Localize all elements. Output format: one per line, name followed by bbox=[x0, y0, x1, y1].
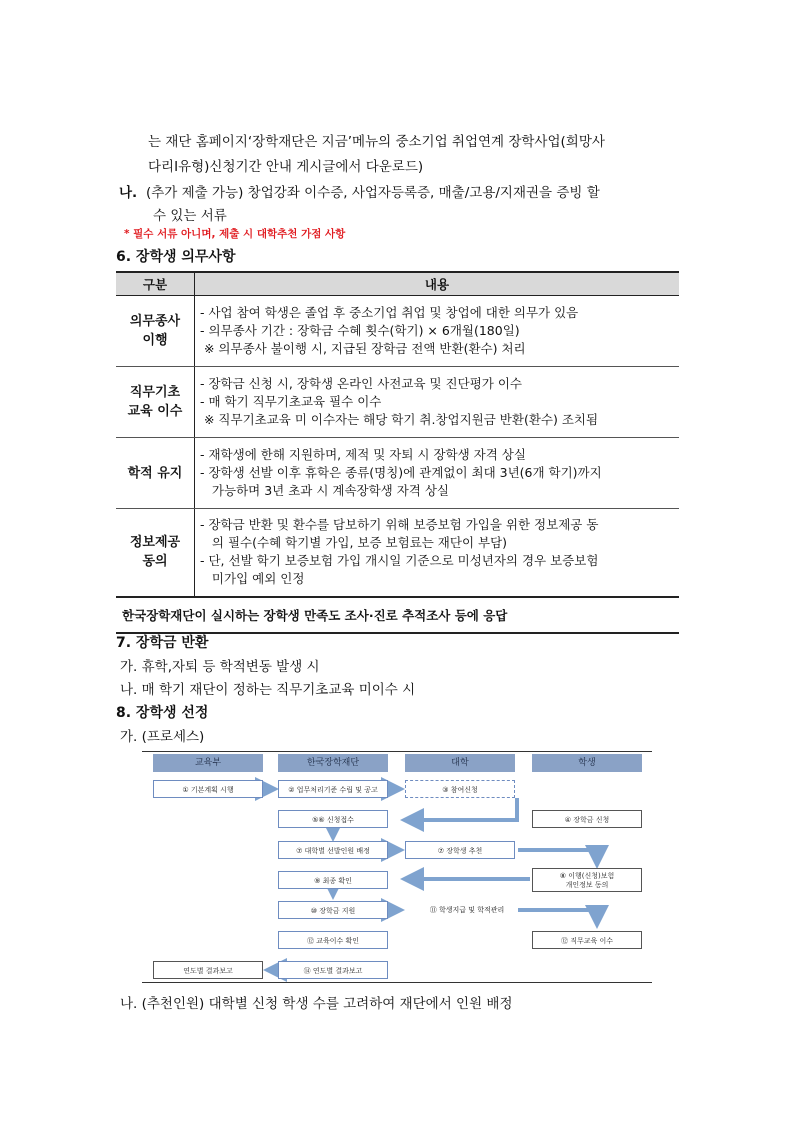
content-line: 의 필수(수혜 학기별 가입, 보증 보험료는 재단이 부담) bbox=[200, 535, 508, 551]
section-7-item-na: 나. 매 학기 재단이 정하는 직무기초교육 미이수 시 bbox=[120, 682, 416, 698]
arrow-to-student bbox=[518, 850, 597, 865]
flow-step-6: ⑦ 대학별 선발인원 배정 bbox=[278, 841, 388, 859]
row-label bbox=[116, 438, 195, 509]
table-row bbox=[116, 438, 679, 509]
section-8-heading: 8. 장학생 선정 bbox=[116, 705, 209, 721]
content-line: - 매 학기 직무기초교육 필수 이수 bbox=[200, 394, 382, 409]
section-8-item-na: 나. (추천인원) 대학별 신청 학생 수를 고려하여 재단에서 인원 배정 bbox=[120, 996, 513, 1012]
table-full-row bbox=[116, 597, 679, 633]
content-line: 가능하며 3년 초과 시 계속장학생 자격 상실 bbox=[200, 483, 449, 498]
table-row bbox=[116, 296, 679, 367]
arrow-return bbox=[404, 798, 517, 820]
row-label bbox=[116, 367, 195, 438]
content-line: - 장학생 선발 이후 휴학은 종류(명칭)에 관계없이 최대 3년(6개 학기)까지 bbox=[200, 465, 602, 480]
col-header-category: 구분 bbox=[116, 272, 195, 296]
row-content bbox=[195, 509, 680, 597]
arrow-to-student bbox=[518, 910, 597, 925]
red-note: * 필수 서류 아니며, 제출 시 대학추천 가점 사항 bbox=[124, 228, 346, 240]
flow-step-4: ④ 장학금 신청 bbox=[532, 810, 642, 828]
flow-step-5: ⑤⑥ 신청접수 bbox=[278, 810, 388, 828]
col-header-content: 내용 bbox=[195, 272, 680, 296]
survey-row-text: 한국장학재단이 실시하는 장학생 만족도 조사·진로 추적조사 등에 응답 bbox=[116, 597, 679, 633]
flow-step-1: ① 기본계획 시행 bbox=[153, 780, 263, 798]
content-line: - 의무종사 기간 : 장학금 수혜 횟수(학기) × 6개월(180일) bbox=[200, 323, 520, 338]
flow-step-3: ③ 참여신청 bbox=[405, 780, 515, 798]
intro-line-2: 다리Ⅰ유형)신청기간 안내 게시글에서 다운로드) bbox=[148, 159, 424, 175]
flow-step-10: ⑩ 장학금 지원 bbox=[278, 901, 388, 919]
content-line: 미가입 예외 인정 bbox=[200, 571, 305, 587]
obligations-table bbox=[116, 271, 679, 634]
section-7-heading: 7. 장학금 반환 bbox=[116, 635, 209, 651]
section-7-item-ga: 가. 휴학,자퇴 등 학적변동 발생 시 bbox=[120, 659, 320, 675]
item-na-marker: 나. bbox=[119, 185, 138, 201]
column-header-student: 학생 bbox=[532, 754, 642, 772]
flow-step-15: ⑭ 연도별 결과보고 bbox=[278, 961, 388, 979]
content-line: ※ 직무기초교육 미 이수자는 해당 학기 취.창업지원금 반환(환수) 조치됨 bbox=[200, 412, 599, 427]
flow-step-9: ⑨ 최종 확인 bbox=[278, 871, 388, 889]
content-line: - 재학생에 한해 지원하며, 제적 및 자퇴 시 장학생 자격 상실 bbox=[200, 447, 526, 462]
item-na-line-1: (추가 제출 가능) 창업강좌 이수증, 사업자등록증, 매출/고용/지재권을 증빙 할 bbox=[146, 185, 600, 201]
flow-step-2: ② 업무처리기준 수립 및 공고 bbox=[278, 780, 388, 798]
table-row bbox=[116, 367, 679, 438]
column-header-moe: 교육부 bbox=[153, 754, 263, 772]
column-header-university: 대학 bbox=[405, 754, 515, 772]
content-line: - 장학금 신청 시, 장학생 온라인 사전교육 및 진단평가 이수 bbox=[200, 376, 522, 391]
flow-step-12: ⑫ 교육이수 확인 bbox=[278, 931, 388, 949]
content-line: - 사업 참여 학생은 졸업 후 중소기업 취업 및 창업에 대한 의무가 있음 bbox=[200, 305, 579, 320]
flow-step-7: ⑦ 장학생 추천 bbox=[405, 841, 515, 859]
flow-step-11: ⑪ 학생지급 및 학적관리 bbox=[429, 906, 505, 914]
flow-step-13: ⑫ 직무교육 이수 bbox=[532, 931, 642, 949]
table-row bbox=[116, 509, 679, 597]
row-label-line: 동의 bbox=[142, 554, 168, 570]
content-line: ※ 의무종사 불이행 시, 지급된 장학금 전액 반환(환수) 처리 bbox=[200, 341, 526, 356]
row-label-line: 의무종사 bbox=[129, 314, 181, 329]
row-label bbox=[116, 296, 195, 367]
row-label bbox=[116, 509, 195, 597]
content-line: - 단, 선발 학기 보증보험 가입 개시일 기준으로 미성년자의 경우 보증보험 bbox=[200, 553, 599, 569]
section-8-item-ga: 가. (프로세스) bbox=[120, 729, 205, 745]
row-label-line: 직무기초 bbox=[129, 385, 181, 400]
column-header-kosaf: 한국장학재단 bbox=[278, 754, 388, 772]
row-content bbox=[195, 296, 680, 367]
row-label-line: 정보제공 bbox=[129, 535, 181, 551]
row-content bbox=[195, 367, 680, 438]
item-na-line-2: 수 있는 서류 bbox=[153, 208, 227, 224]
flow-step-8 bbox=[532, 868, 642, 892]
row-label-line: 학적 유지 bbox=[127, 465, 183, 481]
section-6-heading: 6. 장학생 의무사항 bbox=[116, 249, 236, 265]
row-label-line: 이행 bbox=[142, 333, 168, 348]
row-content bbox=[195, 438, 680, 509]
flow-step-8-line: 개인정보 동의 bbox=[565, 881, 609, 889]
flow-step-8-line: ⑧ 이행(신청)보험 bbox=[559, 872, 615, 880]
row-label-line: 교육 이수 bbox=[127, 404, 183, 419]
content-line: - 장학금 반환 및 환수를 담보하기 위해 보증보험 가입을 위한 정보제공 동 bbox=[200, 517, 599, 533]
flow-step-14: 연도별 결과보고 bbox=[153, 961, 263, 979]
table-header-row bbox=[116, 272, 679, 296]
intro-line-1: 는 재단 홈페이지‘장학재단은 지금’메뉴의 중소기업 취업연계 장학사업(희망사 bbox=[148, 134, 605, 150]
